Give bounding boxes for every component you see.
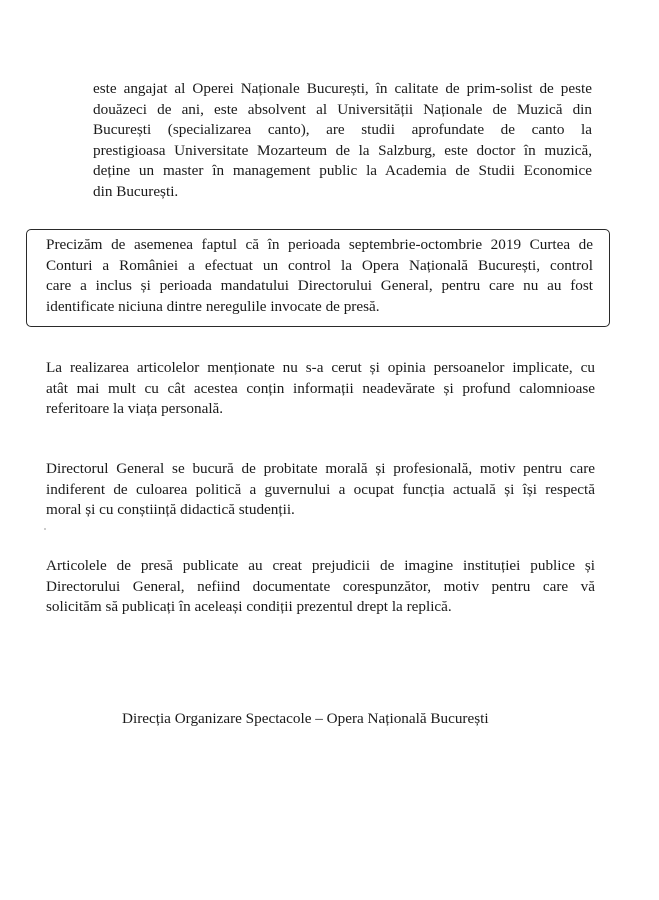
text-line: douăzeci de ani, este absolvent al Universității Naționale de Muzică din: [93, 100, 592, 118]
text-line: care a inclus și perioada mandatului Directorului General, pentru care nu au fost: [46, 277, 593, 295]
text-line: La realizarea articolelor menționate nu s-a cerut și opinia persoanelor implicate, cu: [46, 359, 595, 376]
text-line: moral și cu conștiință didactică studenții.: [46, 501, 295, 519]
scan-speck: [44, 528, 46, 530]
text-line: indiferent de culoarea politică a guvernului a ocupat funcția actuală și își respectă: [46, 480, 595, 498]
text-line: Articolele de presă publicate au creat prejudicii de imagine instituției publice și: [46, 557, 595, 574]
paragraph-audit-boxed: [46, 235, 593, 317]
text-line: deține un master în management public la Academia de Studii Economice: [93, 162, 592, 180]
text-line: Directorului General, nefiind documentate corespunzător, motiv pentru care vă: [46, 577, 595, 595]
text-line: Precizăm de asemenea faptul că în perioada septembrie-octombrie 2019 Curtea de: [46, 236, 593, 253]
paragraph-probity: [46, 459, 595, 521]
text-line: solicităm să publicați în aceleași condiții prezentul drept la replică.: [46, 598, 452, 616]
text-line: identificate niciuna dintre neregulile invocate de presă.: [46, 297, 380, 315]
text-line: Directorul General se bucură de probitate morală și profesională, motiv pentru care: [46, 460, 595, 477]
text-line: București (specializarea canto), are studii aprofundate de canto la: [93, 121, 592, 139]
text-line: referitoare la viața personală.: [46, 400, 224, 418]
paragraph-biography: [93, 79, 592, 203]
paragraph-opinion: [46, 358, 595, 420]
signature-line: Direcția Organizare Spectacole – Opera Națională București: [122, 710, 489, 727]
text-line: Conturi a României a efectuat un control la Opera Națională București, control: [46, 256, 593, 274]
text-line: atât mai mult cu cât acestea conțin informații neadevărate și profund calomnioase: [46, 379, 595, 397]
text-line: prestigioasa Universitate Mozarteum de la Salzburg, este doctor în muzică,: [93, 141, 592, 159]
paragraph-request: [46, 556, 595, 618]
text-line: este angajat al Operei Naționale București, în calitate de prim-solist de peste: [93, 80, 592, 97]
text-line: din București.: [93, 182, 179, 200]
